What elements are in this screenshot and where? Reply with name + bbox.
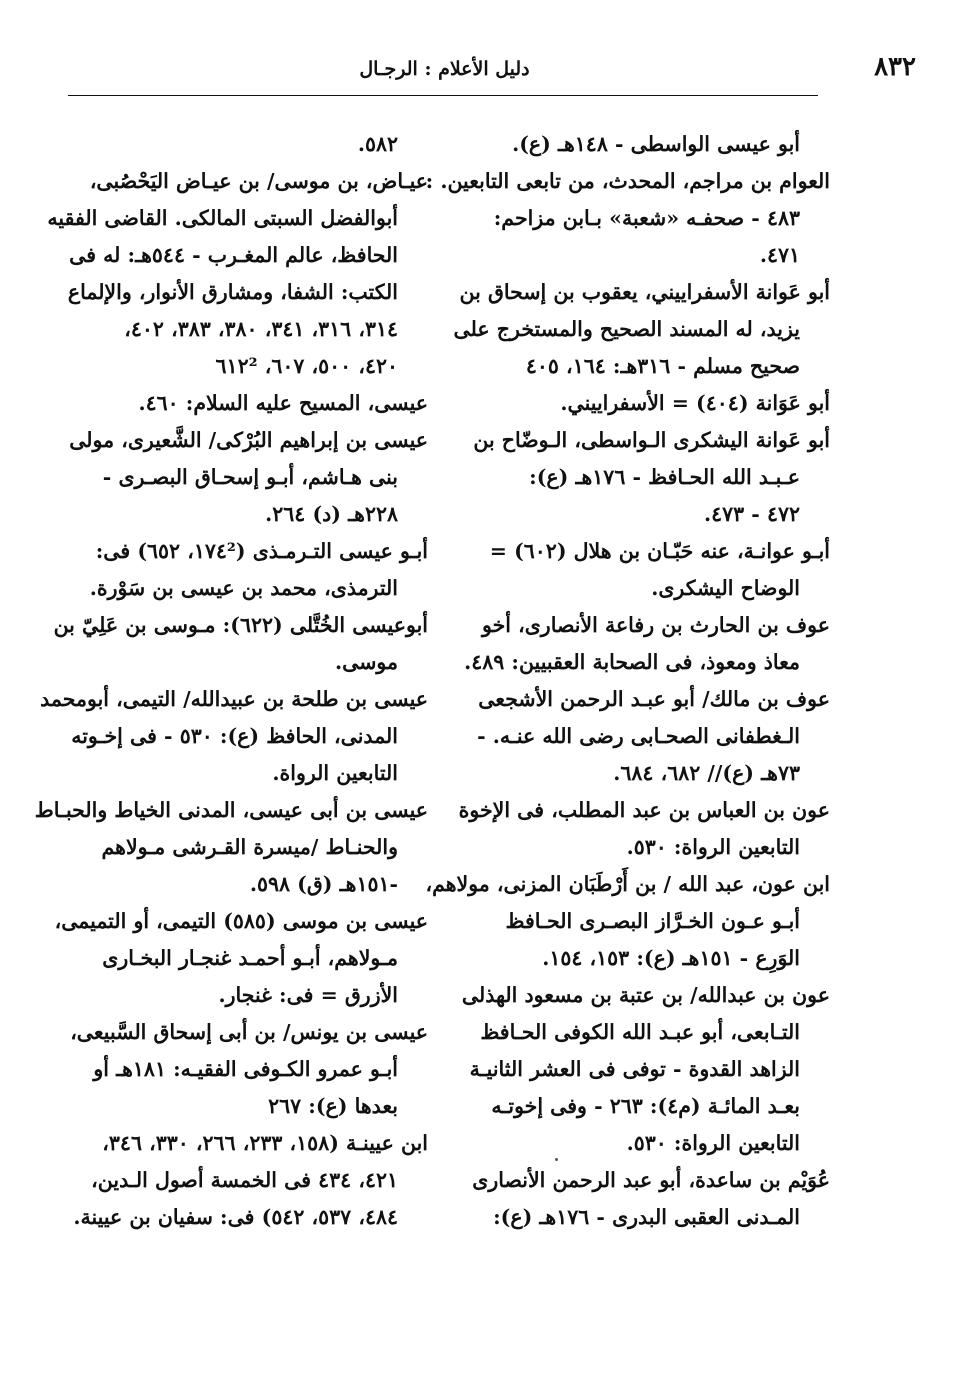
entry-continuation-line: الترمذى، محمد بن عيسى بن سَوْرة. bbox=[89, 576, 398, 600]
page-number: ٨٣٢ bbox=[874, 52, 916, 82]
entry-continuation-line: ٤٧١. bbox=[759, 243, 800, 267]
entry-continuation-line: الوضاح اليشكرى. bbox=[651, 576, 800, 600]
entry-continuation-line: الأزرق = فى: غنجار. bbox=[218, 983, 398, 1007]
entry-continuation-line: الـغطفانى الصحـابى رضى الله عنـه. - bbox=[477, 724, 800, 748]
entry-headword-line: عيسى بن إبراهيم البُرْكى/ الشَّعيرى، مولى bbox=[69, 428, 428, 452]
entry-headword-line: أبـو عوانـة، عنه حَبّـان بن هلال (٦٠٢) = bbox=[489, 539, 830, 563]
ink-speck bbox=[555, 1158, 558, 1161]
entry-continuation-line: بعدها (ع): ٢٦٧ bbox=[268, 1094, 398, 1118]
entry-headword-line: عيـاض، بن موسى/ بن عيـاض اليَحْصُبى، bbox=[89, 169, 428, 193]
entry-continuation-line: مـولاهم، أبـو أحمـد غنجـار البخـارى bbox=[102, 946, 398, 970]
entry-continuation-line: ٤٢١، ٤٣٤ فى الخمسة أصول الـدين، bbox=[91, 1168, 398, 1192]
entry-headword-line: العوام بن مراجم، المحدث، من تابعى التابعين. : bbox=[425, 169, 830, 193]
entry-headword-line: أبـو عيسى التـرمـذى (١٧٤²، ٦٥٢) فى: bbox=[95, 539, 428, 563]
entry-continuation-line: ٤٨٣ - صحفـه «شعبة» بـابن مزاحم: bbox=[493, 206, 800, 230]
entry-headword-line: عيسى، المسيح عليه السلام: ٤٦٠. bbox=[138, 391, 428, 415]
entry-continuation-line: والحنـاط /ميسرة القـرشى مـولاهم bbox=[101, 835, 398, 859]
left-column bbox=[34, 126, 428, 1236]
entry-continuation-line: يزيد، له المسند الصحيح والمستخرج على bbox=[453, 317, 800, 341]
entry-continuation-line: التابعين الرواة: ٥٣٠. bbox=[626, 1131, 800, 1155]
entry-headword-line: عون بن العباس بن عبد المطلب، فى الإخوة bbox=[458, 798, 830, 822]
entry-continuation-line: ٧٣هـ (ع)// ٦٨٢، ٦٨٤. bbox=[613, 761, 800, 785]
entry-continuation-line: ٤٧٢ - ٤٧٣. bbox=[703, 502, 800, 526]
entry-headword-line: عيسى بن موسى (٥٨٥) التيمى، أو التميمى، bbox=[54, 909, 428, 933]
entry-continuation-line: صحيح مسلم - ٣١٦هـ: ١٦٤، ٤٠٥ bbox=[525, 354, 800, 378]
entry-headword-line: أبوعيسى الخُتَّلى (٦٢٢): مـوسى بن عَلِيّ بن bbox=[53, 613, 428, 637]
entry-continuation-line: أبوالفضل السبتى المالكى. القاضى الفقيه bbox=[47, 206, 398, 230]
entry-continuation-line: التـابعى، أبو عبـد الله الكوفى الحـافظ bbox=[480, 1020, 800, 1044]
entry-continuation-line: -١٥١هـ (ق) ٥٩٨. bbox=[249, 872, 398, 896]
entry-continuation-line: التابعين الرواة: ٥٣٠. bbox=[626, 835, 800, 859]
entry-continuation-line: الحافظ، عالم المغـرب - ٥٤٤هـ: له فى bbox=[69, 243, 398, 267]
entry-continuation-line: ٤٨٤، ٥٣٧، ٥٤٢) فى: سفيان بن عيينة. bbox=[73, 1205, 398, 1229]
entry-continuation-line: المدنى، الحافظ (ع): ٥٣٠ - فى إخـوته bbox=[71, 724, 398, 748]
entry-headword-line: عيسى بن طلحة بن عبيدالله/ التيمى، أبومحمد bbox=[40, 687, 428, 711]
entry-continuation-line: الكتب: الشفا، ومشارق الأنوار، والإلماع bbox=[67, 280, 398, 304]
entry-continuation-line: معاذ ومعوذ، فى الصحابة العقبيين: ٤٨٩. bbox=[464, 650, 800, 674]
entry-headword-line: عون بن عبدالله/ بن عتبة بن مسعود الهذلى bbox=[461, 983, 830, 1007]
entry-headword-line: أبو عَوَانة (٤٠٤) = الأسفراييني. bbox=[560, 391, 830, 415]
entry-continuation-line: ٥٨٢. bbox=[357, 132, 398, 156]
entry-headword-line: عوف بن الحارث بن رفاعة الأنصارى، أخو bbox=[482, 613, 830, 637]
entry-headword-line: عيسى بن أبى عيسى، المدنى الخياط والحبـاط bbox=[34, 798, 428, 822]
entry-continuation-line: موسى. bbox=[335, 650, 398, 674]
entry-headword-line: أبو عَوانة اليشكرى الـواسطى، الـوضّاح بن bbox=[473, 428, 830, 452]
entry-continuation-line: المـدنى العقبى البدرى - ١٧٦هـ (ع): bbox=[493, 1205, 800, 1229]
entry-continuation-line: ٣١٤، ٣١٦، ٣٤١، ٣٨٠، ٣٨٣، ٤٠٢، bbox=[124, 317, 398, 341]
entry-continuation-line: التابعين الرواة. bbox=[272, 761, 398, 785]
entry-headword-line: عوف بن مالك/ أبو عبـد الرحمن الأشجعى bbox=[478, 687, 830, 711]
right-column bbox=[425, 126, 830, 1236]
entry-continuation-line: الزاهد القدوة - توفى فى العشر الثانيـة bbox=[469, 1057, 800, 1081]
entry-continuation-line: عـبـد الله الحـافظ - ١٧٦هـ (ع): bbox=[529, 465, 800, 489]
entry-headword-line: عُوَيْم بن ساعدة، أبو عبد الرحمن الأنصارى bbox=[472, 1168, 830, 1192]
entry-continuation-line: أبو عيسى الواسطى - ١٤٨هـ (ع). bbox=[512, 132, 800, 156]
entry-continuation-line: بعـد المائـة (م٤): ٢٦٣ - وفى إخوتـه bbox=[491, 1094, 800, 1118]
entry-headword-line: ابن عيينـة (١٥٨، ٢٣٣، ٢٦٦، ٣٣٠، ٣٤٦، bbox=[102, 1131, 428, 1155]
entry-continuation-line: بنى هـاشم، أبـو إسحـاق البصـرى - bbox=[102, 465, 398, 489]
running-title: دليل الأعلام : الرجـال bbox=[359, 58, 530, 80]
page-header bbox=[68, 52, 916, 92]
entry-headword-line: أبو عَوانة الأسفراييني، يعقوب بن إسحاق بن bbox=[459, 280, 830, 304]
entry-continuation-line: الوَرِع - ١٥١هـ (ع): ١٥٣، ١٥٤. bbox=[542, 946, 800, 970]
entry-headword-line: عيسى بن يونس/ بن أبى إسحاق السَّبيعى، bbox=[70, 1020, 428, 1044]
header-rule bbox=[68, 95, 818, 96]
entry-headword-line: ابن عون، عبد الله / بن أَرْطَبَان المزنى، مولاهم، bbox=[425, 872, 830, 896]
entry-continuation-line: أبـو عـون الخـرَّاز البصـرى الحـافظ bbox=[505, 909, 800, 933]
entry-continuation-line: ٤٢٠، ٥٠٠، ٦٠٧، ٦١٢² bbox=[215, 354, 398, 378]
entry-continuation-line: أبـو عمرو الكـوفى الفقيـه: ١٨١هـ أو bbox=[93, 1057, 398, 1081]
entry-continuation-line: ٢٢٨هـ (د) ٢٦٤. bbox=[265, 502, 398, 526]
